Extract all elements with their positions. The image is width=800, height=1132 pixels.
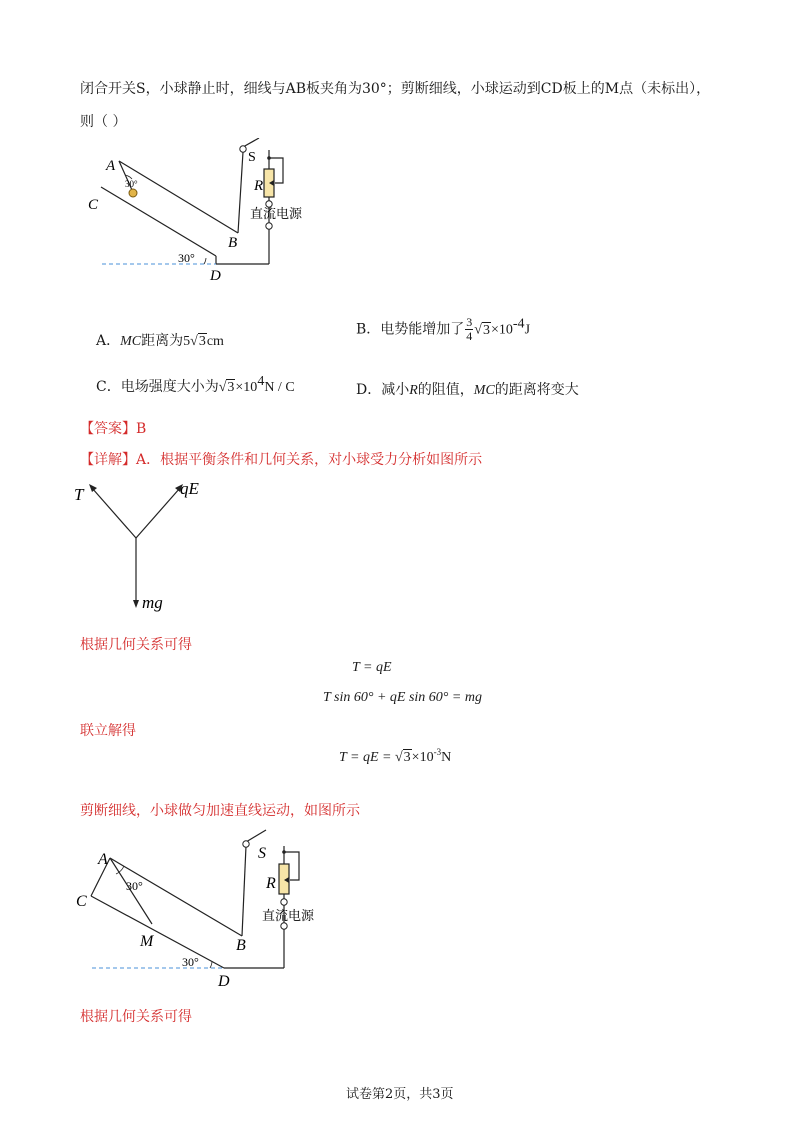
equation-3-exp: -3 — [433, 747, 442, 757]
option-b-text: 电势能增加了 — [380, 321, 465, 338]
fig1-angle-top: 30° — [125, 179, 138, 189]
fig2-label-B: B — [236, 937, 246, 954]
option-d[interactable] — [356, 379, 579, 399]
detail-text: A．根据平衡条件和几何关系，对小球受力分析如图所示 — [136, 452, 483, 468]
detail-label: 【详解】 — [80, 452, 136, 468]
option-d-text2: 的阻值， — [417, 382, 474, 398]
fig1-angle-bottom: 30° — [178, 251, 195, 265]
option-c-root: 3 — [227, 380, 235, 395]
option-a-root: 3 — [198, 334, 206, 349]
fig1-label-C: C — [88, 197, 99, 213]
option-a-mc: MC — [120, 334, 142, 349]
force-diagram — [72, 474, 202, 616]
option-c-text: 电场强度大小为 — [120, 379, 219, 395]
question-stem-line1: 闭合开关S，小球静止时，细线与AB板夹角为30°；剪断细线，小球运动到CD板上的M点（未标出）， — [80, 81, 711, 97]
cut-text: 剪断细线，小球做匀加速直线运动，如图所示 — [80, 803, 360, 819]
fig2-label-S: S — [258, 845, 266, 862]
option-b-times: ×10 — [490, 322, 513, 338]
fig2-label-D: D — [218, 973, 230, 990]
option-d-prefix: D． — [356, 382, 382, 398]
force-label-mg: mg — [142, 593, 163, 612]
switch-terminal — [240, 146, 246, 152]
question-stem-line2: 则（ ） — [80, 114, 127, 130]
fig1-label-A: A — [106, 158, 116, 174]
fig1-label-S: S — [248, 150, 256, 165]
detail-line — [80, 449, 482, 469]
option-d-mc: MC — [473, 383, 495, 398]
answer-line — [80, 418, 146, 438]
option-b[interactable]: B．电势能增加了 $\frac{3}{4}$ $√3\times 10^{-4}J$ — [356, 315, 531, 343]
equation-3-times: ×10 — [411, 750, 434, 765]
fig1-power-label: 直流电源 — [250, 206, 303, 221]
equation-3-prefix: T = qE = — [339, 750, 395, 765]
fig2-label-M: M — [140, 933, 154, 950]
equation-2: T sin 60° + qE sin 60° = mg — [323, 690, 482, 705]
option-a-prefix: A． — [96, 333, 121, 349]
option-b-fraction: $\frac{3}{4}$ — [466, 315, 473, 343]
option-c-exp: 4 — [257, 374, 265, 389]
equation-3: T = qE = $√3\times 10^{-3}N$ — [339, 747, 452, 765]
equation-3-root: 3 — [403, 750, 411, 765]
force-label-qE: qE — [180, 479, 199, 498]
figure-2-circuit — [72, 828, 332, 994]
charged-ball — [129, 189, 137, 197]
option-b-exp: -4 — [512, 316, 525, 332]
option-b-root: 3 — [482, 322, 490, 338]
page-footer: 试卷第2页，共3页 — [346, 1087, 454, 1102]
geometry-text-1: 根据几何关系可得 — [80, 637, 192, 653]
equation-3-unit: N — [441, 750, 452, 765]
fig2-label-A: A — [98, 851, 108, 868]
option-d-r: R — [409, 383, 418, 398]
fig2-label-R: R — [266, 875, 276, 892]
figure-1-circuit — [80, 138, 320, 286]
fig2-angle-top: 30° — [126, 879, 143, 893]
fig1-label-R: R — [254, 178, 264, 194]
geometry-text-2: 根据几何关系可得 — [80, 1009, 192, 1025]
option-c-times: ×10 — [235, 380, 258, 395]
fig2-angle-bottom: 30° — [182, 955, 199, 969]
option-a-unit: cm — [206, 334, 224, 349]
answer-label: 【答案】 — [80, 421, 136, 437]
fig2-label-C: C — [76, 893, 87, 910]
option-d-text3: 的距离将变大 — [494, 382, 579, 398]
option-b-unit: J — [524, 322, 531, 338]
force-label-T: T — [74, 485, 84, 504]
answer-value: B — [136, 421, 147, 437]
option-a[interactable]: A．MC距离为5√3cm — [96, 333, 224, 349]
option-d-text1: 减小 — [381, 382, 410, 398]
option-a-value: 5 — [183, 334, 191, 349]
option-c[interactable]: C．电场强度大小为$√3\times 10^4N / C$ — [96, 374, 295, 395]
fig2-power-label: 直流电源 — [262, 908, 315, 923]
option-c-prefix: C． — [96, 379, 121, 395]
option-b-prefix: B． — [356, 321, 381, 338]
equation-1: T = qE — [352, 660, 392, 675]
option-a-text: 距离为 — [141, 333, 184, 349]
option-c-unit: N / C — [264, 380, 295, 395]
fig1-label-D: D — [210, 268, 221, 284]
fig1-label-B: B — [228, 235, 238, 251]
solve-text: 联立解得 — [80, 723, 136, 739]
